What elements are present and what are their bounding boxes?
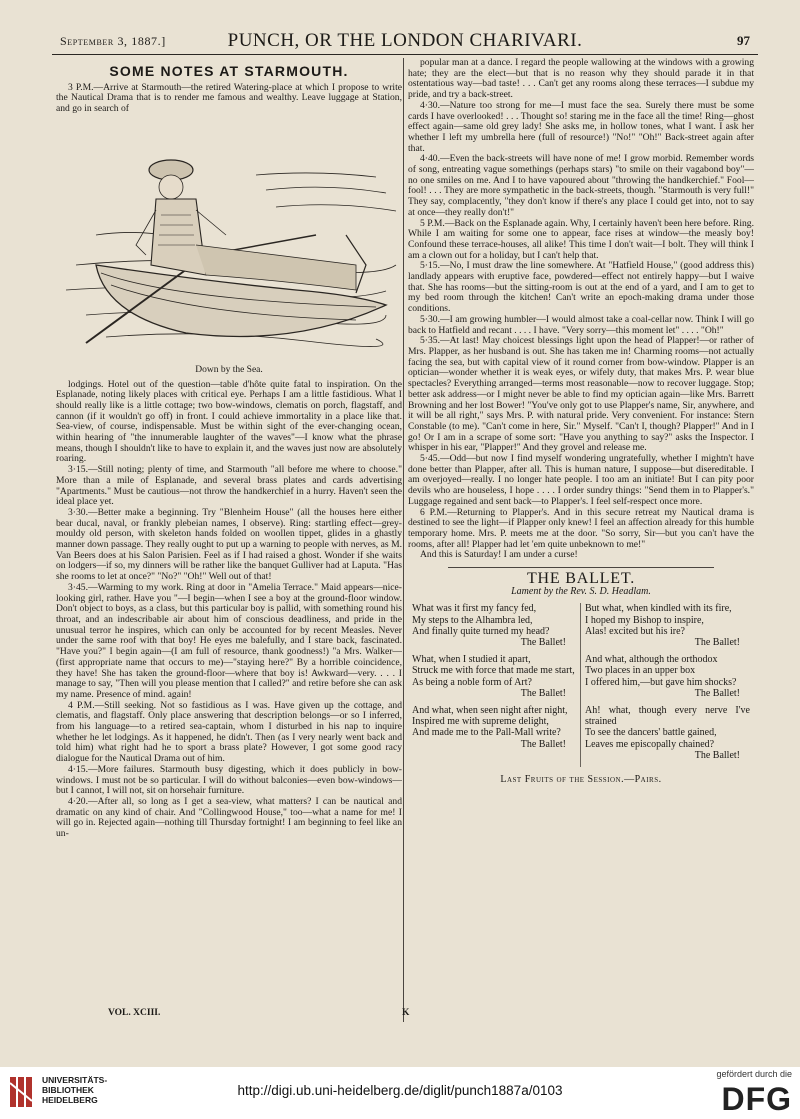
- left-column: [56, 62, 402, 1022]
- poem-line: I offered him,—but gave him shocks?: [585, 676, 737, 688]
- poem-stanza: [585, 654, 750, 699]
- source-url[interactable]: http://digi.ub.uni-heidelberg.de/diglit/punch1887a/0103: [237, 1083, 563, 1098]
- poem-refrain: The Ballet!: [694, 687, 740, 699]
- poem-stanza: [585, 705, 750, 761]
- article-intro: 3 P.M.—Arrive at Starmouth—the retired Watering-place at which I propose to write the Nautical Drama that is to render me famous and wealthy. Leave luggage at Station, and go in search of: [56, 81, 402, 115]
- dfg-wordmark: DFG: [721, 1081, 792, 1117]
- newspaper-page: [52, 22, 758, 1032]
- illustration-woman-in-rowing-boat: [56, 115, 402, 363]
- poem-refrain: The Ballet!: [520, 637, 566, 649]
- article-paragraph: 5·30.—I am growing humbler—I would almost take a coal-cellar now. Think I will go back to Hatfield and recant . . . . I have. "Very sorry—this moment let" . . . . "Oh!": [408, 313, 754, 336]
- poem-line: And finally quite turned my head?: [412, 625, 550, 637]
- poem-line: And what, when seen night after night,: [412, 705, 568, 717]
- article-paragraph: 5·15.—No, I must draw the line somewhere. At "Hatfield House," (good address this) landlady appears with eruptive face, powdered—effect not entirely happy—but I waive that. She has rooms—but the sitting-room is out at the end of a yard, and I am to get to my bed room through the kitchen! Can't write an epoch-making drama under those conditions.: [408, 260, 754, 315]
- article-paragraph: 4·30.—Nature too strong for me—I must face the sea. Surely there must be some cards I have overlooked! . . . Thought so! staring me in the face all the time! Ring—ghost effect again—same old grey lady! She asks me, in hollow tones, what I want. I ask her whether I left my umbrella here (full of resource!) "No!" "Oh!" Back-street again after that.: [408, 99, 754, 154]
- article-paragraph: 5·35.—At last! May choicest blessings light upon the head of Plapper!—or rather of Mrs. Plapper, as her husband is out. She has taken me in! Charming rooms—not actually facing the sea, but with capital view of it round corner from bow-window. Plapper is an optician—wonder whether it is weak eyes, or wifely duty, that makes Mrs. P. wear blue spectacles? Everything arranged—terms most reasonable—now to recover luggage. Stop; better ask address—or I might never be able to find my optician again—like Mrs. Barrett Browning and her lost Bower! "You've only got to use Plapper's name, Sir, anywhere, and it will be all right," says Mrs. P. with natural pride. Very convenient. For instance: Stern Constable (to me). "Can't come in here, Sir." Myself. "Can't I, though? Plapper!" And in I go! Or I am in a scrape of some sort: "Have you anything to say?" asks the Inspector. I whisper in his ear, "Plapper!" And they grovel and release me.: [408, 335, 754, 454]
- poem-title: THE BALLET.: [526, 570, 636, 588]
- article-paragraph: 3·15.—Still noting; plenty of time, and Starmouth "all before me where to choose." More than a mile of Esplanade, and several brass plates and cards advertising "Apartments." Must be cautious—not throw the handkerchief in a hurry. Haven't seen the ideal place yet.: [56, 464, 402, 508]
- left-paragraphs: [56, 380, 402, 840]
- poem-line: Inspired me with supreme delight,: [412, 716, 549, 728]
- header-date: September 3, 1887.]: [60, 34, 166, 48]
- article-paragraph: 3·45.—Warming to my work. Ring at door in "Amelia Terrace." Maid appears—nice-looking girl, rather. Have you "—I begin—when I see a boy at the ground-floor window. Don't object to boys, as a class, but this particular boy is pallid, with something round his throat, and an indescribable air about him of conscious deadliness, and pride in the unusual terror he inspires, which can only be accounted for by recent Measles. Never under the same roof with that boy! He eyes me balefully, and I stare back, fascinated. "Have you?" I begin again—(I am full of resource, thank goodness!) "a Mrs. Walker—(first appropriate name that occurs to me)—"staying here?" By a horrible coincidence, they have! She has taken the ground-floor—where that boy is! Awkward—very. . . . I manage to say, "Then will you please mention that I called?" and retire before she can ask my name. Presence of mind. again!: [56, 581, 402, 700]
- poem-line: I hoped my Bishop to inspire,: [585, 614, 704, 626]
- poem-line: Leaves me episcopally chained?: [585, 738, 715, 750]
- funded-label: gefördert durch die: [716, 1069, 792, 1079]
- poem-line: To see the dancers' battle gained,: [585, 727, 717, 739]
- boat-illustration-icon: [56, 115, 402, 363]
- poem-stanza: [412, 603, 576, 648]
- right-paragraphs: [408, 58, 754, 561]
- poem-line: And made me to the Pall-Mall write?: [412, 727, 561, 739]
- article-paragraph: 3·30.—Better make a beginning. Try "Blenheim House" (all the houses here either bear ducal, naval, or frankly plebeian names, I observe). Ring: startling effect—grey-mouldy old person, with skeleton hands folded on woollen tippet, glides in a ghastly manner down passage. They really ought to put up a warning to people with nerves, as M. Van Beers does at his Salon Parisien. Feel as if I had raised a ghost. Wonder if she waits on lodgers—if so, my dinners will be rather like the banquet Gulliver had at Laputa. "Has she rooms to let at once?" "No?" "Oh!" Well out of that!: [56, 506, 402, 583]
- poem-refrain: The Ballet!: [520, 738, 566, 750]
- article-paragraph: lodgings. Hotel out of the question—table d'hôte quite fatal to inspiration. On the Esplanade, noting likely places with critical eye. Perhaps I am a little fastidious. What I should really like is a little cottage; two bow-windows, clematis on porch, flagstaff, and cannon (if it wouldn't go off) in front. I could achieve immortality in a place like that. Sea-view, of course, indispensable. Must be within sight of the ever-changing ocean, within hearing of "the innumerable laughter of the waves"—I know what the phrase means, though I shouldn't like to have to explain it, and the waves just now are absolutely roaring.: [56, 378, 402, 465]
- poem-line: Two places in an upper box: [585, 665, 696, 677]
- poem-line: My steps to the Alhambra led,: [412, 614, 533, 626]
- page-number: 97: [737, 33, 750, 48]
- article-paragraph: 4 P.M.—Still seeking. Not so fastidious as I was. Have given up the cottage, and clematis, and flagstaff. Only place answering that description belongs—or so I inferred, from his language—to a retired sea-captain, whom I disturbed in his nap to inquire whether he let lodgings. As it happened, he didn't. Then (as I very nearly went back and told him) what right had he to sport a brass plate? However, I got some good racy dialogue for the Nautical Drama out of him.: [56, 699, 402, 765]
- running-header: [52, 28, 758, 55]
- article-paragraph: 5 P.M.—Back on the Esplanade again. Why, I certainly haven't been here before. Ring. While I am waiting for some one to appear, face rises at window—the measly boy! Confound these terrace-houses, all alike! This time I don't wait—I bolt. They will think I am a clown out for a holiday, but I can't help that.: [408, 217, 754, 261]
- poem-refrain: The Ballet!: [694, 749, 740, 761]
- poem-line: As being a noble form of Art?: [412, 676, 532, 688]
- poem-stanza: [412, 654, 576, 699]
- section-divider: [448, 567, 714, 568]
- poem-line: What, when I studied it apart,: [412, 654, 531, 666]
- poem-stanza: [412, 705, 576, 750]
- digitization-bar: [0, 1067, 800, 1119]
- article-paragraph: popular man at a dance. I regard the people wallowing at the windows with a growing hate; they are the elect—but that is no reason why they should parade it in that ostentatious way—bad taste! . . . Can't get any rooms along these terraces—I subdue my pride, and try a back-street.: [408, 58, 754, 101]
- poem-left-column: [408, 603, 581, 767]
- article-paragraph: 4·40.—Even the back-streets will have none of me! I grow morbid. Remember words of song, entreating vague somethings (perhaps stars) "to smile on their vagabond boy"—no one smiles on me. And I to have vapoured about "throwing the handkerchief." Fool—fool! . . . They are more sympathetic in the back-streets, though. "Starmouth is very full!" They say, complacently, "they don't know if there's any place I could get into, not to say at once—they really don't!": [408, 153, 754, 218]
- signature-mark: K: [402, 1008, 410, 1018]
- header-title: PUNCH, OR THE LONDON CHARIVARI.: [227, 30, 583, 51]
- poem-subtitle: Lament by the Rev. S. D. Headlam.: [511, 585, 651, 597]
- library-name: UNIVERSITÄTS- BIBLIOTHEK HEIDELBERG: [42, 1075, 108, 1105]
- poem-refrain: The Ballet!: [520, 687, 566, 699]
- volume-label: VOL. XCIII.: [108, 1008, 161, 1018]
- illustration-caption: Down by the Sea.: [195, 364, 263, 375]
- article-paragraph: 6 P.M.—Returning to Plapper's. And in this secure retreat my Nautical drama is destined to see the light—if Plapper only knew! I feel an affection already for this humble temporary home. Mrs. P. meets me at the door. "So sorry, Sir—but you can't have the rooms, after all! Plapper had let 'em quite unbeknown to me!": [408, 506, 754, 550]
- right-column: [408, 58, 754, 1022]
- poem-stanzas: [408, 603, 754, 767]
- poem-line: But what, when kindled with its fire,: [585, 603, 732, 615]
- poem-line: Ah! what, though every nerve I've strained: [585, 705, 750, 728]
- article-paragraph: And this is Saturday! I am under a curse!: [420, 549, 578, 561]
- poem-stanza: [585, 603, 750, 648]
- article-paragraph: 5·45.—Odd—but now I find myself wondering ungratefully, whether I mightn't have done better than Plapper, after all. This is human nature, I suppose—but disereditable. I am overjoyed—really. I no longer hate people. I too am an initiate! But I can pity poor devils who are houseless, I hope . . . . I order sundry things: "Send them in to Plapper's." Luggage regained and sent back—to Plapper's. I feel self-respect once more.: [408, 453, 754, 507]
- poem-line: Struck me with force that made me start,: [412, 665, 575, 677]
- article-paragraph: 4·20.—After all, so long as I get a sea-view, what matters? I can be nautical and dramatic on any kind of chair. And "Collingwood House," too—what a name for me! I will go in. Rejected again—nothing till Thursday fortnight! I am beginning to feel like an un-: [56, 795, 402, 840]
- dfg-logo[interactable]: [642, 1069, 792, 1117]
- poem-line: And what, although the orthodox: [585, 654, 718, 666]
- article-title: SOME NOTES AT STARMOUTH.: [109, 63, 349, 79]
- poem-refrain: The Ballet!: [694, 637, 740, 649]
- poem-right-column: [581, 603, 754, 767]
- article-paragraph: 4·15.—More failures. Starmouth busy digesting, which it does publicly in bow-windows. I must not be so particular. I will do without balconies—even bow-windows—but I cannot, I will not, sit on horsehair furniture.: [56, 763, 402, 797]
- footnote-pairs: Last Fruits of the Session.—Pairs.: [500, 774, 662, 786]
- poem-line: What was it first my fancy fed,: [412, 603, 537, 615]
- column-divider: [403, 58, 404, 1022]
- poem-line: Alas! excited but his ire?: [585, 625, 685, 637]
